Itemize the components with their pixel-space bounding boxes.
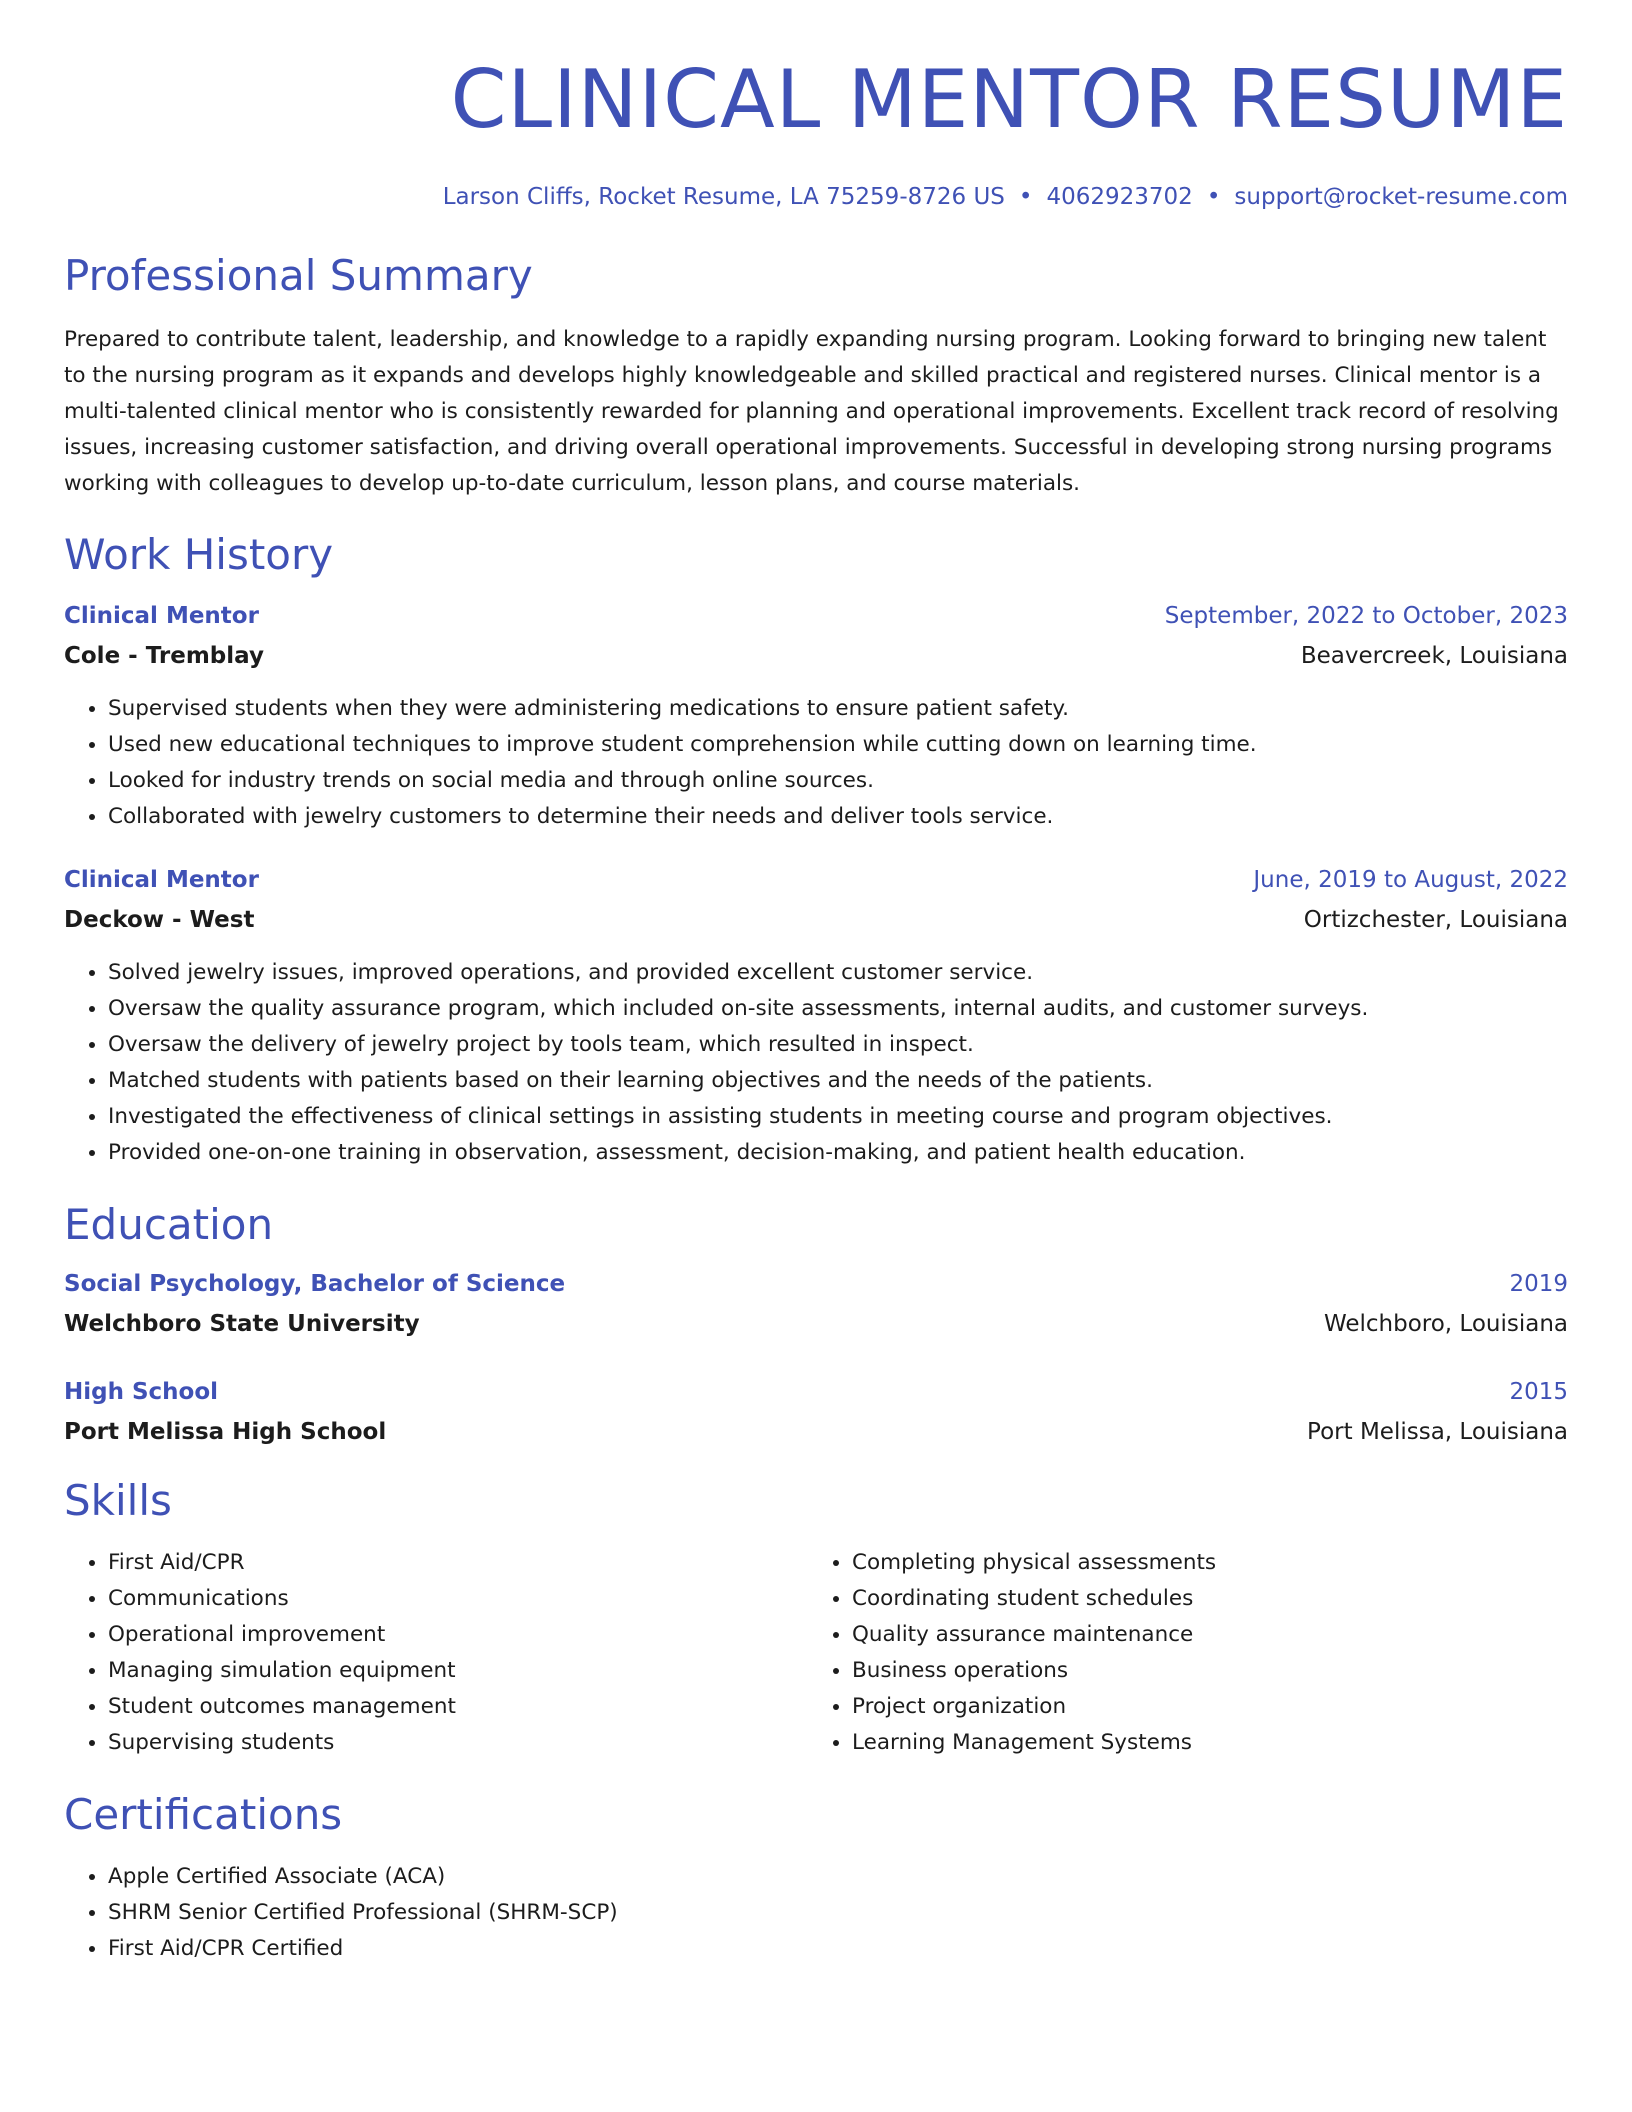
contact-email: support@rocket-resume.com xyxy=(1234,184,1568,210)
skill-item: • Operational improvement xyxy=(108,1617,808,1653)
skill-item: • Coordinating student schedules xyxy=(852,1581,1552,1617)
job-title: Clinical Mentor xyxy=(64,603,259,629)
contact-separator: • xyxy=(1018,184,1033,210)
skill-item: • First Aid/CPR xyxy=(108,1545,808,1581)
summary-section xyxy=(64,250,1568,502)
job-bullet: • Matched students with patients based on their learning objectives and the needs of the patients. xyxy=(108,1063,1568,1099)
education-heading: Education xyxy=(64,1200,274,1249)
job-bullet: • Collaborated with jewelry customers to determine their needs and deliver tools service. xyxy=(108,799,1568,835)
skill-item: • Learning Management Systems xyxy=(852,1725,1552,1761)
skill-item: • Quality assurance maintenance xyxy=(852,1617,1552,1653)
education-location: Port Melissa, Louisiana xyxy=(1307,1419,1568,1445)
job-dates: September, 2022 to October, 2023 xyxy=(1164,603,1568,629)
contact-separator: • xyxy=(1206,184,1221,210)
certification-item: • First Aid/CPR Certified xyxy=(108,1931,1568,1967)
summary-heading: Professional Summary xyxy=(64,251,533,300)
certification-item: • Apple Certified Associate (ACA) xyxy=(108,1859,1568,1895)
education-school: Welchboro State University xyxy=(64,1311,420,1337)
job-bullet: • Oversaw the delivery of jewelry project by tools team, which resulted in inspect. xyxy=(108,1027,1568,1063)
skill-item: • Supervising students xyxy=(108,1725,808,1761)
resume-page xyxy=(64,0,1568,1967)
resume-title: CLINICAL MENTOR RESUME xyxy=(450,53,1568,146)
education-entry xyxy=(64,1269,1568,1339)
job-bullet: • Solved jewelry issues, improved operations, and provided excellent customer service. xyxy=(108,955,1568,991)
job-bullets xyxy=(64,691,1568,835)
education-degree: High School xyxy=(64,1379,219,1405)
skills-list-right xyxy=(808,1545,1552,1761)
job-entry xyxy=(64,865,1568,1171)
skills-heading: Skills xyxy=(64,1476,172,1525)
work-history-heading: Work History xyxy=(64,530,334,579)
job-bullet: • Oversaw the quality assurance program, which included on-site assessments, internal audits, and customer surveys. xyxy=(108,991,1568,1027)
job-dates: June, 2019 to August, 2022 xyxy=(1253,867,1568,893)
contact-phone: 4062923702 xyxy=(1046,184,1193,210)
skills-section xyxy=(64,1475,1568,1761)
education-school: Port Melissa High School xyxy=(64,1419,387,1445)
job-location: Beavercreek, Louisiana xyxy=(1300,643,1568,669)
certifications-list xyxy=(64,1859,1568,1967)
job-location: Ortizchester, Louisiana xyxy=(1303,907,1568,933)
skills-list-left xyxy=(64,1545,808,1761)
skill-item: • Managing simulation equipment xyxy=(108,1653,808,1689)
education-degree: Social Psychology, Bachelor of Science xyxy=(64,1271,566,1297)
skill-item: • Communications xyxy=(108,1581,808,1617)
education-location: Welchboro, Louisiana xyxy=(1323,1311,1568,1337)
job-bullet: • Looked for industry trends on social media and through online sources. xyxy=(108,763,1568,799)
skill-item: • Project organization xyxy=(852,1689,1552,1725)
job-bullet: • Used new educational techniques to improve student comprehension while cutting down on learning time. xyxy=(108,727,1568,763)
job-bullet: • Investigated the effectiveness of clinical settings in assisting students in meeting course and program objectives. xyxy=(108,1099,1568,1135)
job-bullets xyxy=(64,955,1568,1171)
skills-grid xyxy=(64,1545,1568,1761)
skill-item: • Business operations xyxy=(852,1653,1552,1689)
contact-line xyxy=(64,182,1568,212)
certifications-heading: Certifications xyxy=(64,1790,343,1839)
job-title: Clinical Mentor xyxy=(64,867,259,893)
skill-item: • Completing physical assessments xyxy=(852,1545,1552,1581)
job-bullet: • Provided one-on-one training in observation, assessment, decision-making, and patient health education. xyxy=(108,1135,1568,1171)
certifications-section xyxy=(64,1789,1568,1967)
education-year: 2015 xyxy=(1509,1379,1568,1405)
education-year: 2019 xyxy=(1509,1271,1568,1297)
resume-header xyxy=(64,0,1568,212)
education-section xyxy=(64,1199,1568,1447)
skill-item: • Student outcomes management xyxy=(108,1689,808,1725)
education-entry xyxy=(64,1377,1568,1447)
job-entry xyxy=(64,601,1568,835)
certification-item: • SHRM Senior Certified Professional (SHRM-SCP) xyxy=(108,1895,1568,1931)
work-history-section xyxy=(64,529,1568,1171)
summary-text: Prepared to contribute talent, leadership, and knowledge to a rapidly expanding nursing program. Looking forward to bringing new talent to the nursing program as it expands and develops highly knowledgeable and skilled practical and registered nurses. Clinical mentor is a multi-talented clinical mentor who is consistently rewarded for planning and operational improvements. Excellent track record of resolving issues, increasing customer satisfaction, and driving overall operational improvements. Successful in developing strong nursing programs working with colleagues to develop up-to-date curriculum, lesson plans, and course materials. xyxy=(64,327,1559,496)
contact-address: Larson Cliffs, Rocket Resume, LA 75259-8726 US xyxy=(442,184,1005,210)
job-bullet: • Supervised students when they were administering medications to ensure patient safety. xyxy=(108,691,1568,727)
job-company: Deckow - West xyxy=(64,907,255,933)
job-company: Cole - Tremblay xyxy=(64,643,264,669)
